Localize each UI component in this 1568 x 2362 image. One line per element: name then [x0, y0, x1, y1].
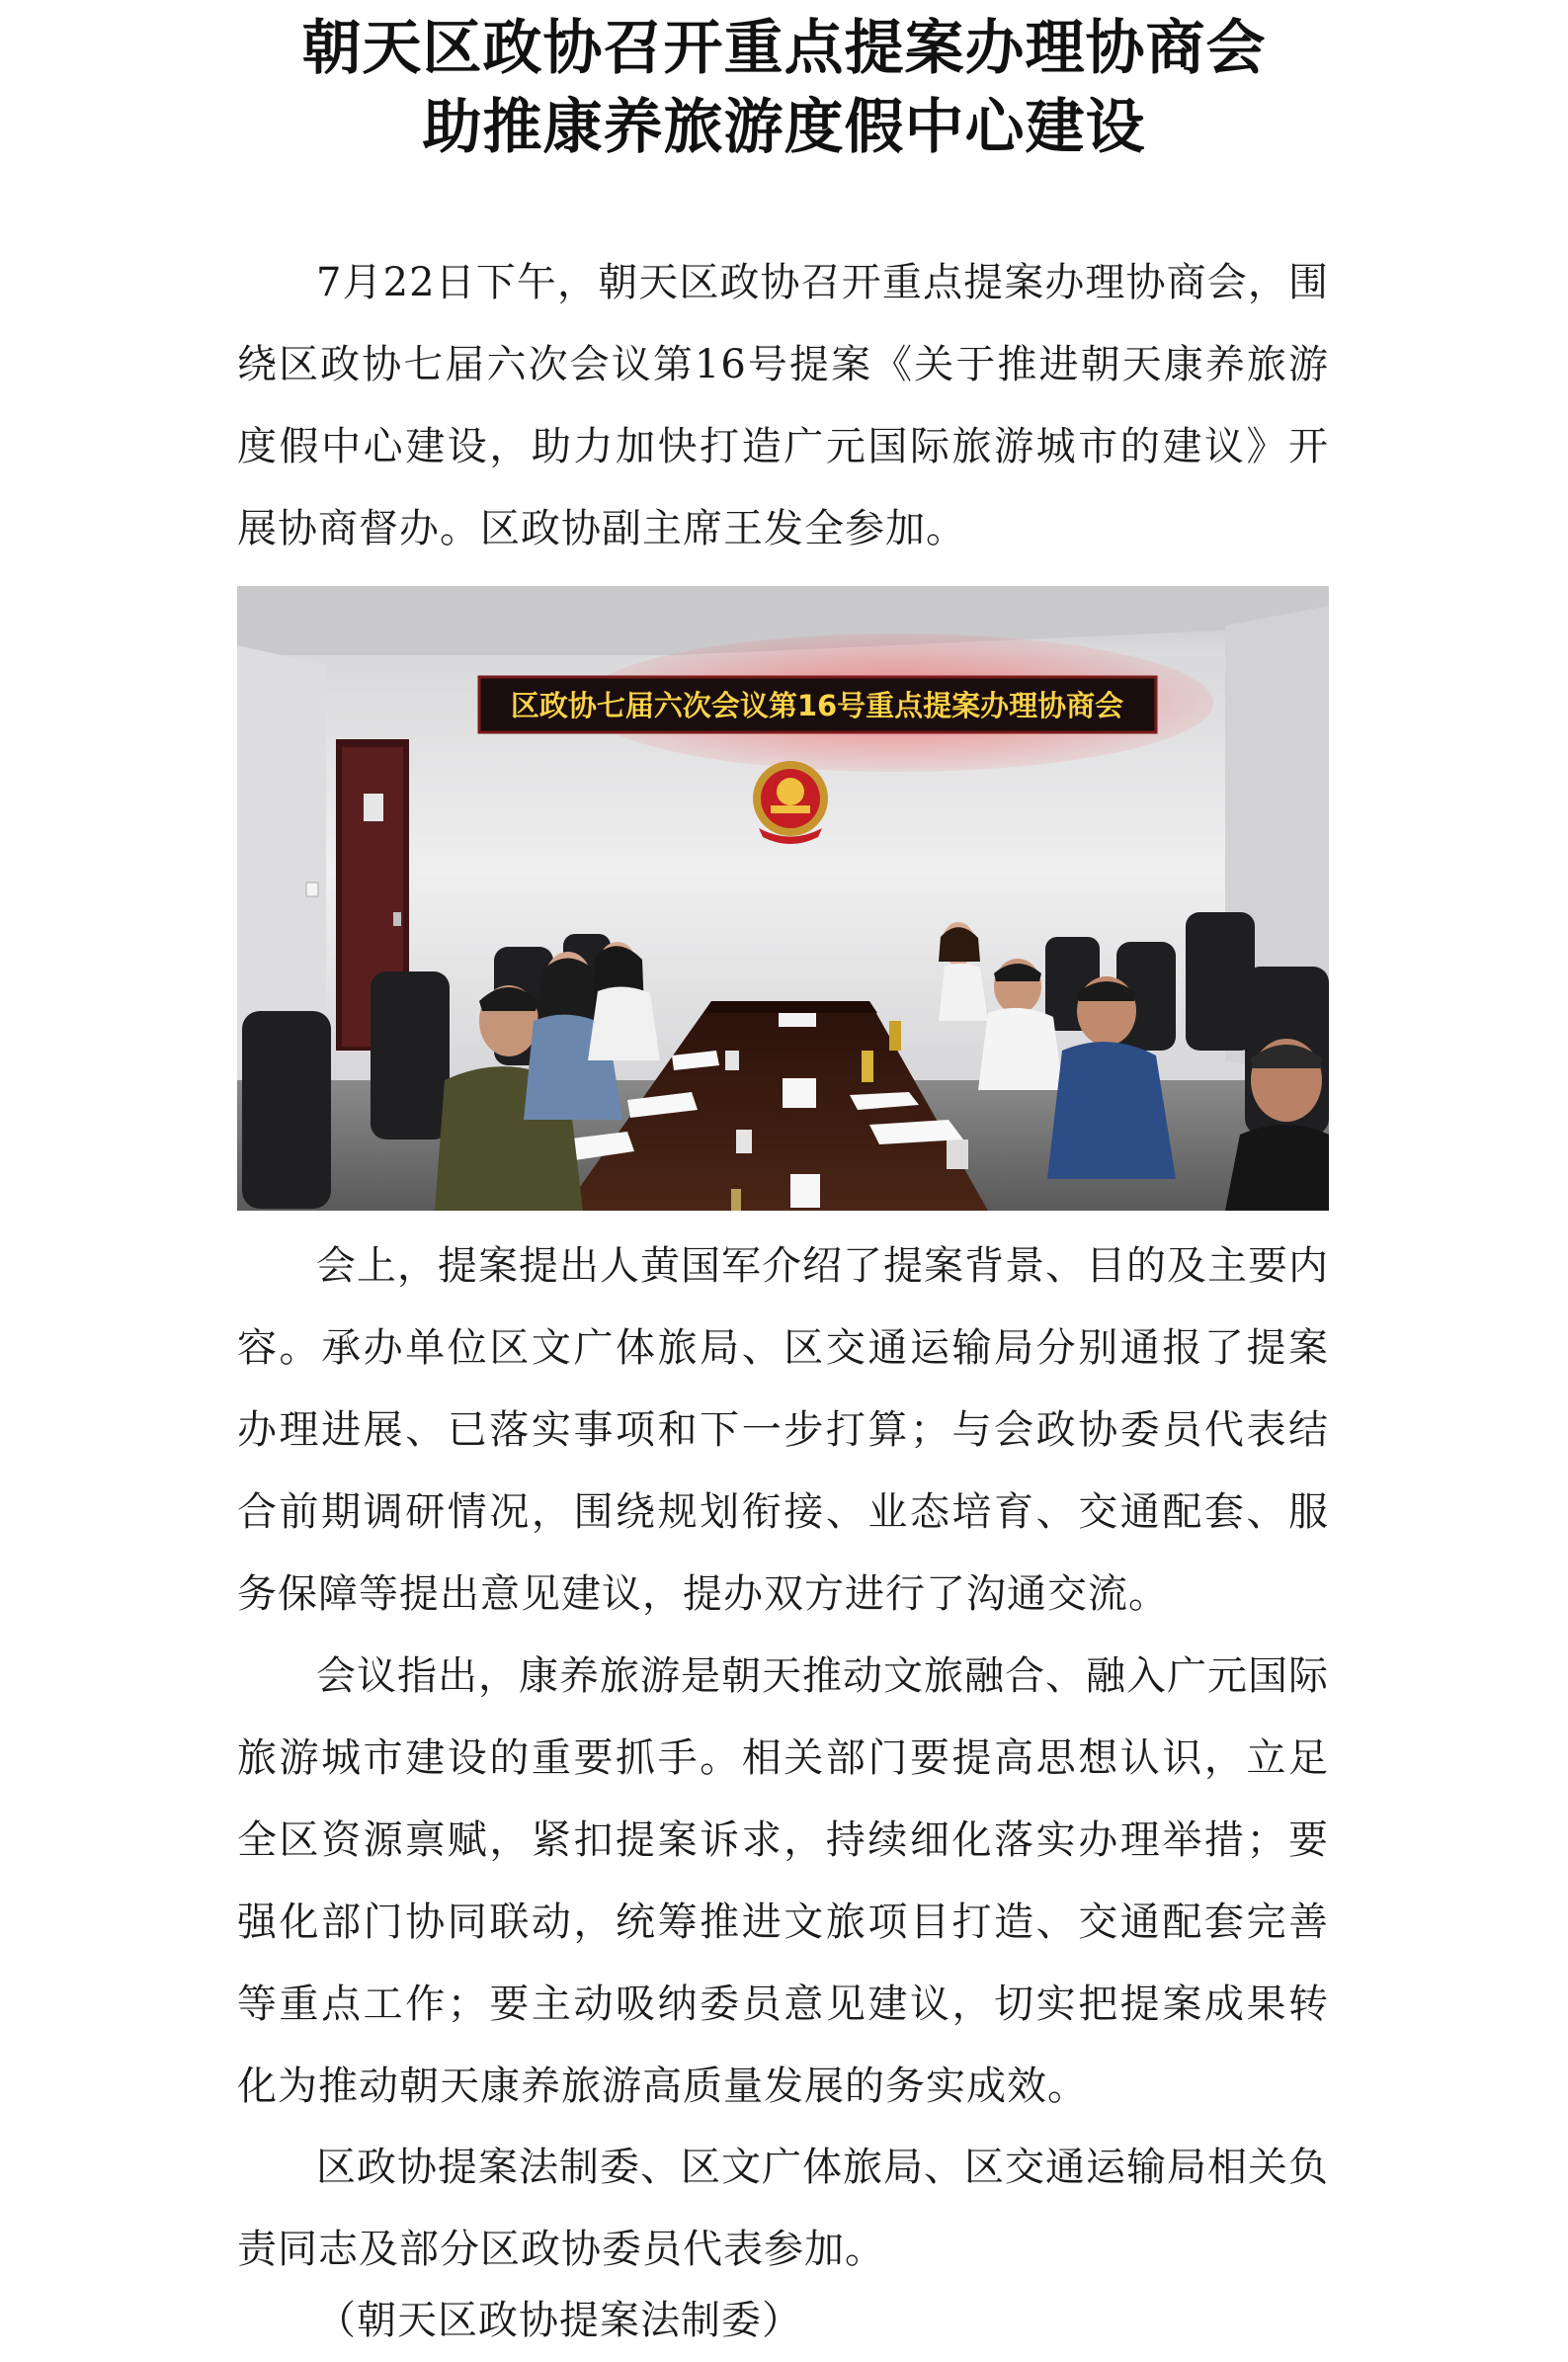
- article-title-line-1: 朝天区政协召开重点提案办理协商会: [301, 14, 1267, 83]
- article-title-line-2: 助推康养旅游度假中心建设: [422, 93, 1146, 162]
- paragraph-1: 7月22日下午，朝天区政协召开重点提案办理协商会，围绕区政协七届六次会议第16号提案《关于推进朝天康养旅游度假中心建设，助力加快打造广元国际旅游城市的建议》开展协商督办。区政协副主席王发全参加。: [237, 260, 1329, 551]
- paragraph-4: 区政协提案法制委、区文广体旅局、区交通运输局相关负责同志及部分区政协委员代表参加。: [237, 2145, 1329, 2272]
- led-banner-text: 区政协七届六次会议第16号重点提案办理协商会: [510, 689, 1124, 722]
- article-source: （朝天区政协提案法制委）: [316, 2298, 802, 2343]
- paragraph-2: 会上，提案提出人黄国军介绍了提案背景、目的及主要内容。承办单位区文广体旅局、区交通运输局分别通报了提案办理进展、已落实事项和下一步打算；与会政协委员代表结合前期调研情况，围绕规划衔接、业态培育、交通配套、服务保障等提出意见建议，提办双方进行了沟通交流。: [237, 1243, 1329, 1617]
- cppcc-emblem-icon: [753, 761, 828, 844]
- meeting-photo: [237, 586, 1329, 1211]
- paragraph-3: 会议指出，康养旅游是朝天推动文旅融合、融入广元国际旅游城市建设的重要抓手。相关部门要提高思想认识，立足全区资源禀赋，紧扣提案诉求，持续细化落实办理举措；要强化部门协同联动，统筹推进文旅项目打造、交通配套完善等重点工作；要主动吸纳委员意见建议，切实把提案成果转化为推动朝天康养旅游高质量发展的务实成效。: [237, 1653, 1329, 2109]
